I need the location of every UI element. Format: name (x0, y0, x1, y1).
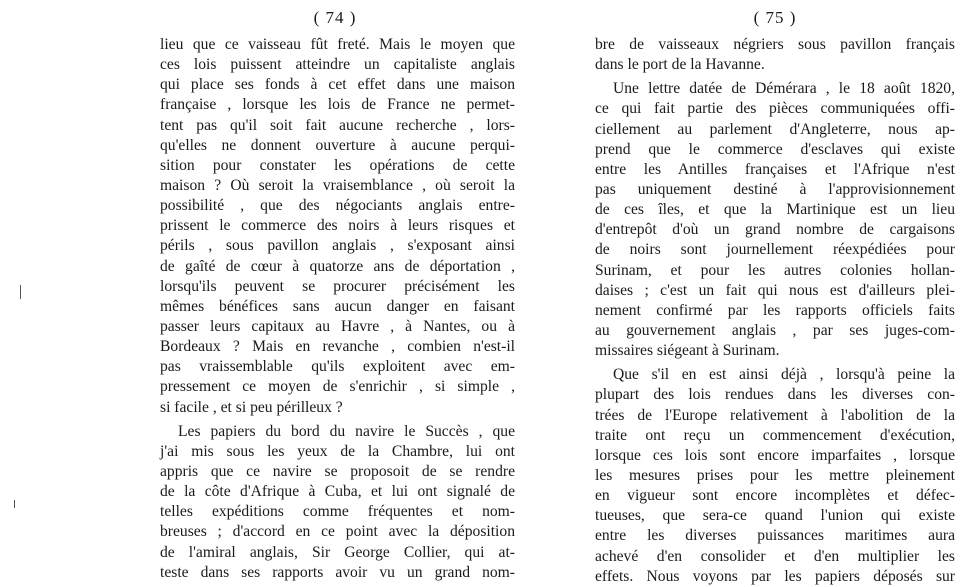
text-line: de l'amiral anglais, Sir George Collier, qui at- (160, 543, 515, 561)
text-line: telles expéditions comme fréquentes et nom- (160, 503, 515, 521)
text-line: effets. Nous voyons par les papiers déposés sur (595, 567, 955, 585)
text-line: Bordeaux ? Mais en revanche , combien n'est-il (160, 338, 515, 356)
text-line: française , lorsque les lois de France ne permet- (160, 96, 515, 114)
text-line: entre les diverses puissances maritimes aura (595, 527, 955, 545)
text-line: dans le port de la Havanne. (595, 56, 765, 74)
text-line: daises ; c'est un fait qui nous est d'ailleurs plei- (595, 281, 955, 299)
text-line: entre les Antilles françaises et l'Afrique n'est (595, 160, 955, 178)
left-page (160, 0, 515, 581)
text-line: achevé d'en consolider et d'en multiplier les (595, 547, 955, 565)
text-line: mêmes bénéfices sans aucun danger en faisant (160, 297, 515, 315)
text-line: Les papiers du bord du navire le Succès , que (178, 422, 515, 440)
text-line: les mesures prises pour les mettre pleinement (595, 466, 955, 484)
text-line: nement confirmé par les rapports officiels faits (595, 301, 955, 319)
text-line: traite ont reçu un commencement d'exécution, (595, 426, 955, 444)
text-line: maison ? Où seroit la vraisemblance , où seroit la (160, 176, 515, 194)
page-number-left: ( 74 ) (313, 8, 357, 27)
text-line: ce qui fait partie des pièces communiquées offi- (595, 100, 955, 118)
text-line: lorsque ces lois sont encore imparfaites , lorsque (595, 446, 955, 464)
right-page-text (595, 35, 955, 587)
text-line: appris que ce navire se proposoit de se rendre (160, 462, 515, 480)
text-line: d'entrepôt d'où un grand nombre de cargaisons (595, 221, 955, 239)
text-line: tueuses, que sera-ce quand l'union qui existe (595, 507, 955, 525)
text-line: pas vraissemblable qu'ils exploitent avec em- (160, 358, 515, 376)
text-line: si facile , et si peu périlleux ? (160, 398, 343, 416)
text-line: bre de vaisseaux négriers sous pavillon français (595, 36, 955, 53)
margin-mark (14, 500, 15, 508)
text-line: teste dans ses rapports avoir vu un grand nom- (160, 563, 515, 581)
text-line: qu'elles ne donnent ouverture à aucune perqui- (160, 136, 515, 154)
text-line: prissent le commerce des noirs à leurs risques et (160, 217, 515, 235)
text-line: j'ai mis sous les yeux de la Chambre, lui ont (160, 442, 515, 460)
text-line: pressement ce moyen de s'enrichir , si simple , (160, 378, 515, 396)
page-number-right: ( 75 ) (753, 8, 797, 27)
right-page (595, 0, 955, 585)
text-line: qui place ses fonds à cet effet dans une maison (160, 76, 515, 94)
text-line: ciellement au parlement d'Angleterre, nous ap- (595, 120, 955, 138)
text-line: au gouvernement anglais , par ses juges-com- (595, 321, 955, 339)
text-line: en vigueur sont encore incomplètes et défec- (595, 487, 955, 505)
text-line: Une lettre datée de Démérara , le 18 août 1820, (613, 80, 955, 98)
text-line: de noirs sont journellement réexpédiées pour (595, 241, 955, 259)
text-line: Que s'il en est ainsi déjà , lorsqu'à peine la (613, 366, 955, 384)
text-line: plupart des lois rendues dans les diverses con- (595, 386, 955, 404)
text-line: trées de l'Europe relativement à l'abolition de la (595, 406, 955, 424)
text-line: lieu que ce vaisseau fût freté. Mais le moyen que (160, 36, 515, 53)
text-line: de ces îles, et que la Martinique est un lieu (595, 201, 955, 219)
text-line: possibilité , que des négociants anglais entre- (160, 197, 515, 215)
text-line: ces lois puissent atteindre un capitaliste anglais (160, 56, 515, 74)
margin-mark (20, 285, 21, 299)
text-line: tent pas qu'il soit fait aucune recherche , lors- (160, 116, 515, 134)
text-line: passer leurs capitaux au Havre , à Nantes, ou à (160, 317, 515, 335)
text-line: de la côte d'Afrique à Cuba, et lui ont signalé de (160, 483, 515, 501)
text-line: breuses ; d'accord en ce point avec la déposition (160, 523, 515, 541)
text-line: missaires siégeant à Surinam. (595, 342, 780, 360)
text-line: sition pour constater les opérations de cette (160, 156, 515, 174)
left-page-text (160, 35, 515, 583)
text-line: prend que le commerce d'esclaves qui existe (595, 140, 955, 158)
text-line: Surinam, et pour les autres colonies hollan- (595, 261, 955, 279)
text-line: périls , sous pavillon anglais , s'exposant ainsi (160, 237, 515, 255)
text-line: pas uniquement destiné à l'approvisionnement (595, 180, 955, 198)
text-line: de gaîté de cœur à quatorze ans de déportation , (160, 257, 515, 275)
text-line: lorsqu'ils peuvent se procurer précisément les (160, 277, 515, 295)
